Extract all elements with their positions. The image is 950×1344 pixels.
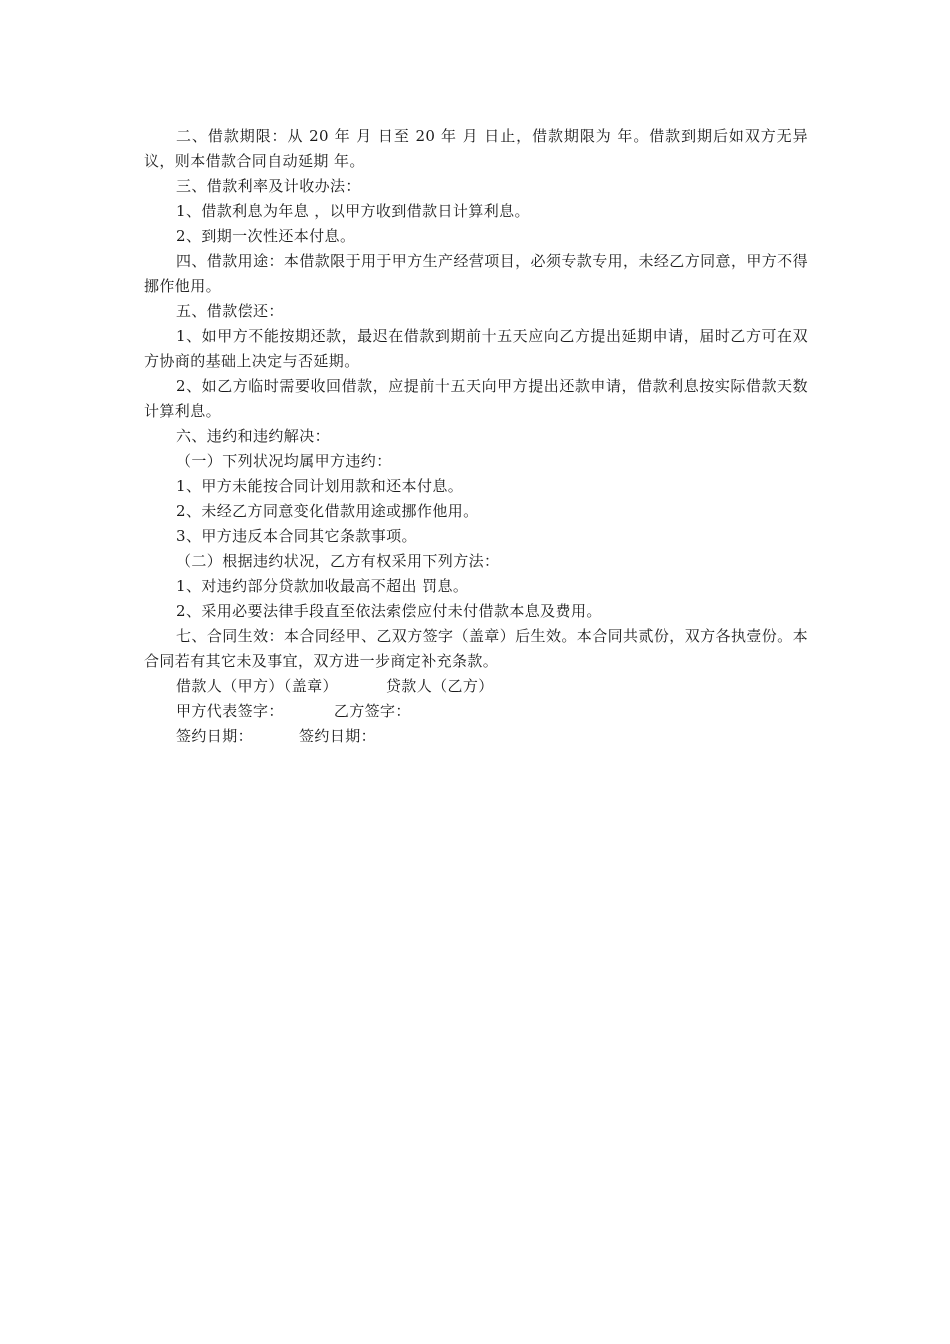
clause-repayment-item-2: 2、如乙方临时需要收回借款，应提前十五天向甲方提出还款申请，借款利息按实际借款天数计算利息。: [144, 377, 808, 420]
clause-repayment-heading: 五、借款偿还：: [176, 302, 284, 320]
clause-interest-heading: 三、借款利率及计收办法：: [176, 177, 361, 195]
clause-breach-item-2: 2、未经乙方同意变化借款用途或挪作他用。: [176, 502, 479, 520]
contract-body: [144, 124, 808, 749]
clause-loan-purpose: 四、借款用途：本借款限于用于甲方生产经营项目，必须专款专用，未经乙方同意，甲方不得挪作他用。: [144, 252, 808, 295]
borrower-date-label: 签约日期：: [176, 727, 254, 745]
clause-breach-item-1: 1、甲方未能按合同计划用款和还本付息。: [176, 477, 464, 495]
signature-date-row: [144, 724, 808, 749]
borrower-label: 借款人（甲方）（盖章）: [176, 677, 338, 695]
clause-breach-subheading-1: （一）下列状况均属甲方违约：: [176, 452, 392, 470]
lender-date-label: 签约日期：: [299, 727, 377, 745]
clause-loan-term: 二、借款期限：从 20 年 月 日至 20 年 月 日止，借款期限为 年。借款到期后如双方无异议，则本借款合同自动延期 年。: [144, 127, 808, 170]
clause-interest-item-2: 2、到期一次性还本付息。: [176, 227, 356, 245]
clause-breach-subheading-2: （二）根据违约状况，乙方有权采用下列方法：: [176, 552, 500, 570]
clause-breach-heading: 六、违约和违约解决：: [176, 427, 331, 445]
clause-interest-item-1: 1、借款利息为年息 ，以甲方收到借款日计算利息。: [176, 202, 530, 220]
clause-repayment-item-1: 1、如甲方不能按期还款，最迟在借款到期前十五天应向乙方提出延期申请，届时乙方可在双方协商的基础上决定与否延期。: [144, 327, 808, 370]
lender-sign-label: 乙方签字：: [333, 702, 411, 720]
borrower-rep-sign-label: 甲方代表签字：: [176, 702, 284, 720]
signature-parties-row: [144, 674, 808, 699]
lender-label: 贷款人（乙方）: [385, 677, 494, 695]
clause-remedy-item-1: 1、对违约部分贷款加收最高不超出 罚息。: [176, 577, 469, 595]
signature-sign-row: [144, 699, 808, 724]
clause-effectiveness: 七、合同生效：本合同经甲、乙双方签字（盖章）后生效。本合同共贰份，双方各执壹份。本合同若有其它未及事宜，双方进一步商定补充条款。: [144, 627, 808, 670]
clause-breach-item-3: 3、甲方违反本合同其它条款事项。: [176, 527, 417, 545]
clause-remedy-item-2: 2、采用必要法律手段直至依法索偿应付未付借款本息及费用。: [176, 602, 602, 620]
